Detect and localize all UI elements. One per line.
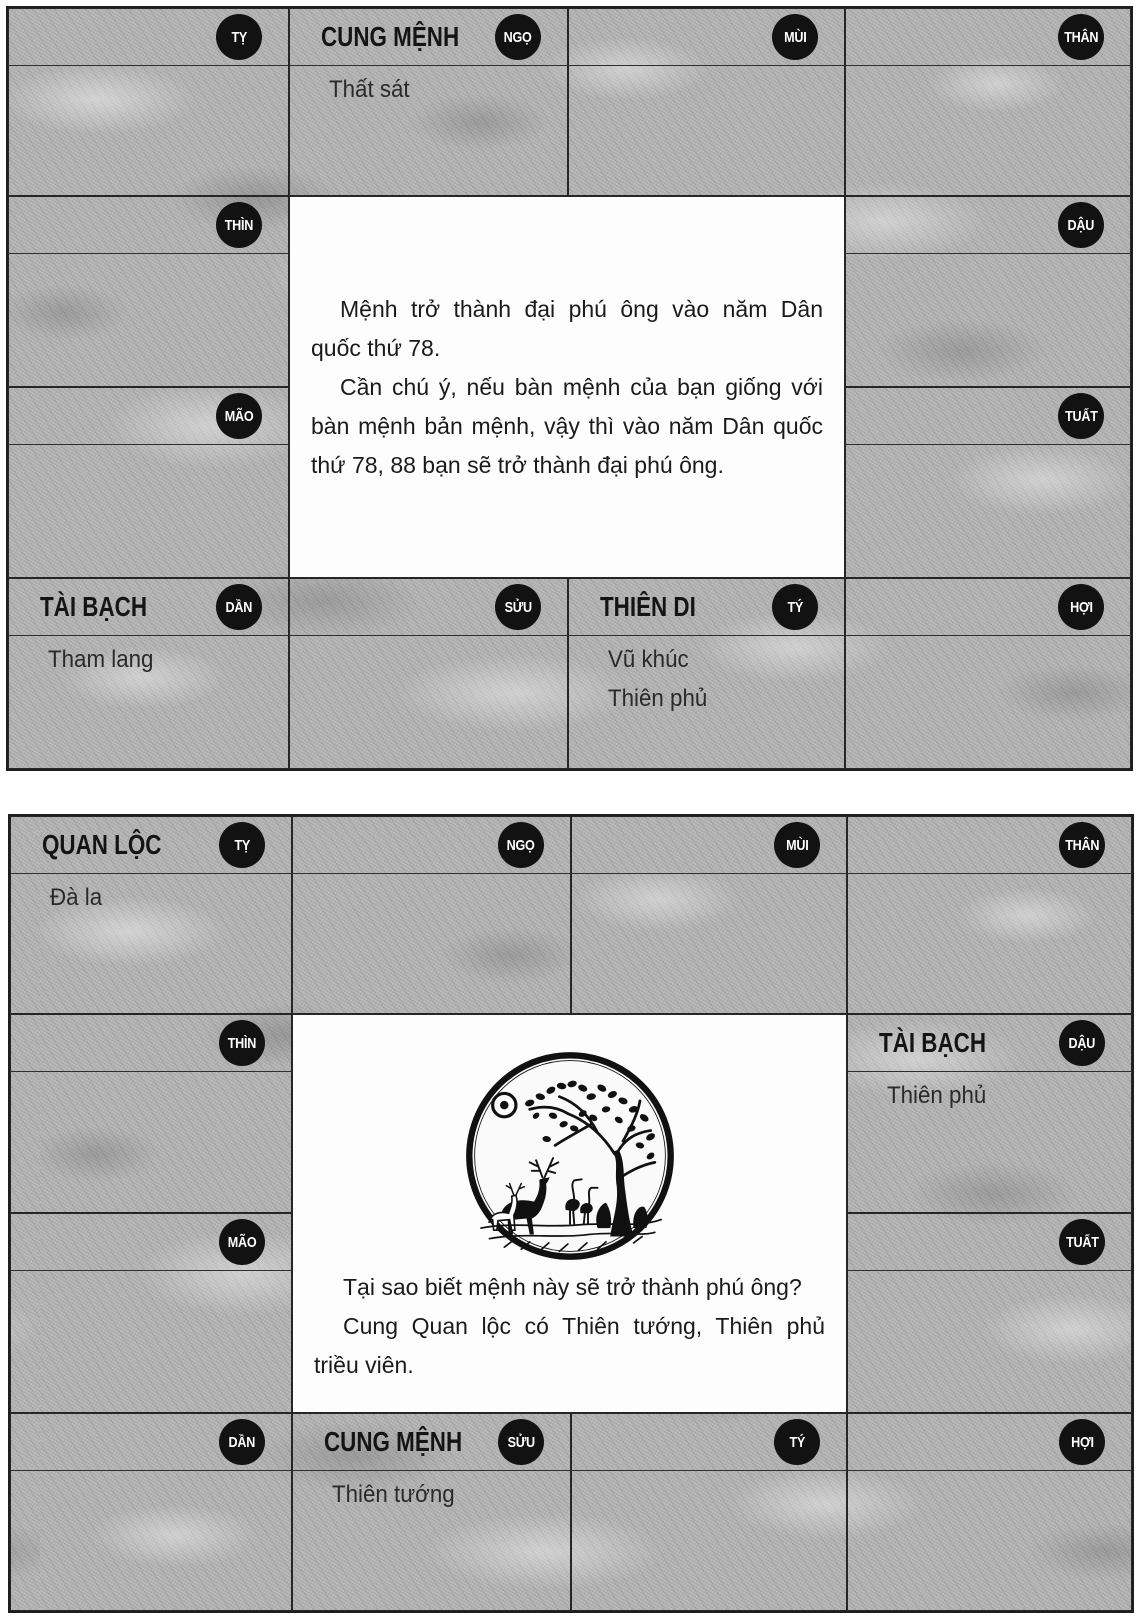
branch-badge bbox=[1059, 1020, 1105, 1066]
note-text-block bbox=[314, 1268, 825, 1385]
cell-header bbox=[571, 816, 847, 874]
star-list bbox=[289, 66, 568, 109]
branch-badge bbox=[772, 584, 818, 630]
branch-badge bbox=[219, 1020, 265, 1066]
branch-badge bbox=[774, 822, 820, 868]
palace-cell-suu bbox=[292, 1413, 571, 1611]
branch-badge bbox=[216, 14, 262, 60]
branch-badge bbox=[219, 1219, 265, 1265]
cell-header bbox=[847, 1014, 1132, 1072]
branch-label: DẬU bbox=[1068, 1034, 1096, 1052]
palace-cell-ty-snake bbox=[10, 816, 292, 1014]
palace-cell-tuat bbox=[847, 1213, 1132, 1413]
star-name: Đà la bbox=[50, 884, 103, 911]
palace-cell-hoi bbox=[847, 1413, 1132, 1611]
cell-header bbox=[845, 387, 1131, 445]
palace-cell-ty-snake bbox=[8, 8, 289, 196]
star-list bbox=[8, 636, 289, 679]
palace-cell-ngo bbox=[292, 816, 571, 1014]
palace-cell-ty-rat bbox=[568, 578, 845, 769]
cell-header bbox=[8, 387, 289, 445]
palace-cell-dan bbox=[10, 1413, 292, 1611]
center-note-panel bbox=[289, 196, 845, 578]
cell-header bbox=[845, 196, 1131, 254]
star-list bbox=[847, 1072, 1132, 1115]
branch-label: TÝ bbox=[789, 1433, 805, 1451]
branch-label: TUẤT bbox=[1065, 1233, 1099, 1251]
branch-badge bbox=[216, 202, 262, 248]
branch-badge bbox=[1058, 393, 1104, 439]
branch-label: HỢI bbox=[1070, 1433, 1094, 1451]
branch-badge bbox=[495, 14, 541, 60]
branch-label: NGỌ bbox=[507, 836, 535, 854]
palace-cell-thin bbox=[8, 196, 289, 387]
cell-header bbox=[10, 1014, 292, 1072]
note-paragraph: Tại sao biết mệnh này sẽ trở thành phú ông? bbox=[343, 1274, 802, 1300]
cell-header bbox=[847, 1413, 1132, 1471]
emblem-illustration bbox=[464, 1050, 676, 1262]
branch-label: TÝ bbox=[787, 598, 803, 616]
horoscope-chart-1 bbox=[8, 8, 1131, 769]
cell-header bbox=[845, 578, 1131, 636]
branch-label: HỢI bbox=[1069, 598, 1093, 616]
branch-label: THÌN bbox=[227, 1034, 257, 1052]
cell-header bbox=[571, 1413, 847, 1471]
cell-header bbox=[10, 1413, 292, 1471]
branch-badge bbox=[498, 1419, 544, 1465]
palace-cell-mao bbox=[10, 1213, 292, 1413]
cell-header bbox=[568, 8, 845, 66]
branch-label: DẬU bbox=[1067, 216, 1095, 234]
palace-cell-tuat bbox=[845, 387, 1131, 578]
palace-cell-mao bbox=[8, 387, 289, 578]
branch-badge bbox=[219, 1419, 265, 1465]
branch-badge bbox=[498, 822, 544, 868]
branch-badge bbox=[219, 822, 265, 868]
cell-header bbox=[847, 1213, 1132, 1271]
branch-badge bbox=[1058, 584, 1104, 630]
cell-header bbox=[568, 578, 845, 636]
branch-label: NGỌ bbox=[504, 28, 532, 46]
cell-header bbox=[8, 578, 289, 636]
center-note-panel bbox=[292, 1014, 847, 1413]
palace-name: TÀI BẠCH bbox=[40, 590, 148, 622]
branch-label: DẦN bbox=[228, 1433, 256, 1451]
branch-badge bbox=[1058, 202, 1104, 248]
branch-badge bbox=[216, 584, 262, 630]
branch-label: TỴ bbox=[234, 836, 250, 854]
palace-cell-dau bbox=[847, 1014, 1132, 1213]
cell-header bbox=[292, 1413, 571, 1471]
palace-cell-mui bbox=[571, 816, 847, 1014]
branch-label: MÙI bbox=[785, 836, 809, 854]
branch-label: THÌN bbox=[224, 216, 254, 234]
star-name: Tham lang bbox=[48, 646, 154, 673]
palace-cell-thin bbox=[10, 1014, 292, 1213]
star-name: Thiên tướng bbox=[332, 1481, 455, 1508]
cell-header bbox=[8, 196, 289, 254]
palace-name: THIÊN DI bbox=[600, 590, 696, 622]
palace-cell-dan bbox=[8, 578, 289, 769]
palace-name: TÀI BẠCH bbox=[879, 1026, 987, 1058]
cell-header bbox=[8, 8, 289, 66]
cell-header bbox=[10, 816, 292, 874]
note-paragraph: Cung Quan lộc có Thiên tướng, Thiên phủ triều viên. bbox=[314, 1313, 825, 1378]
cell-header bbox=[847, 816, 1132, 874]
star-list bbox=[292, 1471, 571, 1514]
branch-badge bbox=[1059, 822, 1105, 868]
branch-label: DẦN bbox=[225, 598, 253, 616]
branch-label: MÃO bbox=[224, 407, 254, 425]
branch-badge bbox=[1058, 14, 1104, 60]
branch-badge bbox=[774, 1419, 820, 1465]
branch-badge bbox=[216, 393, 262, 439]
cell-header bbox=[289, 8, 568, 66]
palace-cell-mui bbox=[568, 8, 845, 196]
palace-cell-ngo bbox=[289, 8, 568, 196]
palace-name: CUNG MỆNH bbox=[321, 20, 460, 52]
note-paragraph: Cần chú ý, nếu bàn mệnh của bạn giống với bàn mệnh bản mệnh, vậy thì vào năm Dân quốc thứ 78, 88 bạn sẽ trở thành đại phú ông. bbox=[311, 373, 823, 478]
branch-badge bbox=[772, 14, 818, 60]
branch-badge bbox=[495, 584, 541, 630]
branch-label: THÂN bbox=[1065, 836, 1099, 854]
cell-header bbox=[292, 816, 571, 874]
palace-cell-ty-rat bbox=[571, 1413, 847, 1611]
cell-header bbox=[289, 578, 568, 636]
star-list bbox=[568, 636, 845, 718]
palace-cell-dau bbox=[845, 196, 1131, 387]
branch-label: TỴ bbox=[231, 28, 247, 46]
branch-badge bbox=[1059, 1219, 1105, 1265]
branch-badge bbox=[1059, 1419, 1105, 1465]
horoscope-chart-2 bbox=[10, 816, 1132, 1611]
palace-cell-than bbox=[847, 816, 1132, 1014]
emblem-container bbox=[314, 1050, 825, 1262]
palace-cell-suu bbox=[289, 578, 568, 769]
branch-label: MÙI bbox=[783, 28, 807, 46]
branch-label: SỬU bbox=[504, 598, 532, 616]
star-name: Thiên phủ bbox=[608, 685, 708, 712]
palace-name: QUAN LỘC bbox=[42, 828, 162, 860]
star-name: Thiên phủ bbox=[887, 1082, 987, 1109]
star-list bbox=[10, 874, 292, 917]
palace-cell-hoi bbox=[845, 578, 1131, 769]
branch-label: TUẤT bbox=[1064, 407, 1098, 425]
branch-label: SỬU bbox=[507, 1433, 535, 1451]
branch-label: MÃO bbox=[227, 1233, 257, 1251]
star-name: Thất sát bbox=[329, 76, 410, 103]
branch-label: THÂN bbox=[1064, 28, 1098, 46]
palace-name: CUNG MỆNH bbox=[324, 1425, 463, 1457]
palace-cell-than bbox=[845, 8, 1131, 196]
cell-header bbox=[845, 8, 1131, 66]
note-paragraph: Mệnh trở thành đại phú ông vào năm Dân quốc thứ 78. bbox=[311, 295, 823, 361]
star-name: Vũ khúc bbox=[608, 646, 689, 673]
cell-header bbox=[10, 1213, 292, 1271]
